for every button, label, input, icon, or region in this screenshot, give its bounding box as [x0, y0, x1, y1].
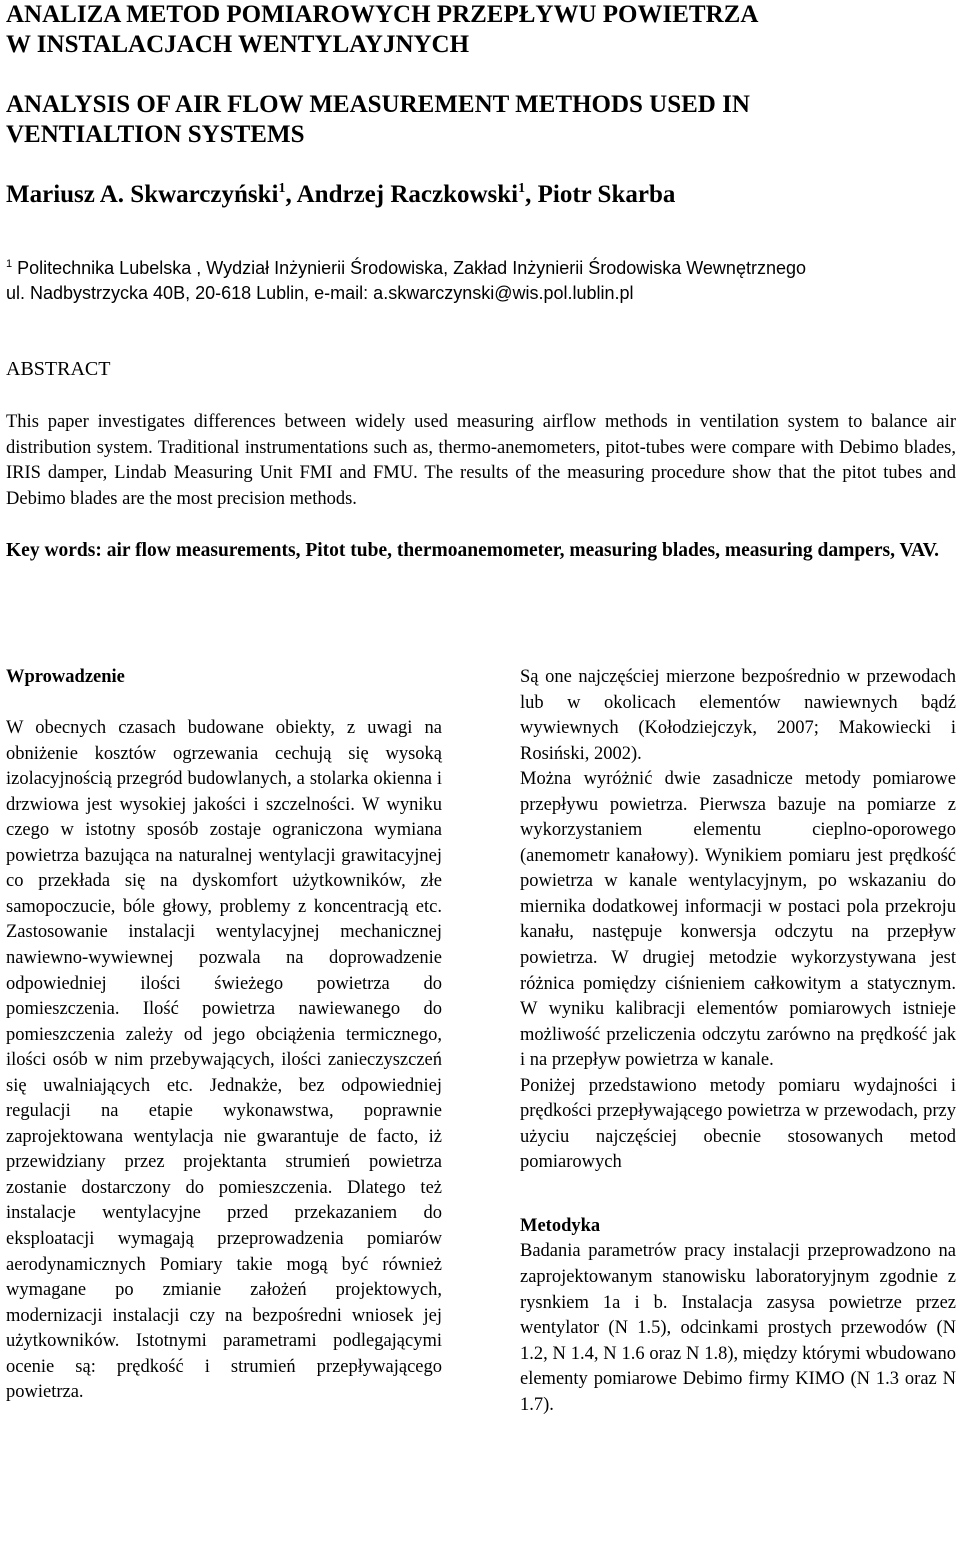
author-2: Andrzej Raczkowski — [296, 181, 519, 208]
author-2-affiliation-mark: 1 — [518, 181, 526, 196]
title-polish — [6, 0, 758, 60]
author-1-affiliation-mark: 1 — [278, 181, 286, 196]
methods-heading: Metodyka — [520, 1215, 601, 1236]
intro-heading: Wprowadzenie — [6, 667, 125, 687]
right-column — [520, 665, 956, 1418]
intro-continuation-paragraph-1: Są one najczęściej mierzone bezpośrednio w przewodach lub w okolicach elementów nawiewnych bądź wywiewnych (Kołodziejczyk, 2007; Makowiecki i Rosiński, 2002). — [520, 667, 956, 764]
intro-continuation-paragraph-3: Poniżej przedstawiono metody pomiaru wydajności i prędkości przepływającego powietrza w przewodach, przy użyciu najczęściej obecnie stosowanych metod pomiarowych — [520, 1075, 956, 1173]
abstract-heading: ABSTRACT — [6, 358, 111, 380]
left-column — [6, 665, 442, 1406]
affiliation — [6, 256, 956, 306]
affiliation-line-2: ul. Nadbystrzycka 40B, 20-618 Lublin, e-mail: a.skwarczynski@wis.pol.lublin.pl — [6, 283, 634, 303]
title-english-line-1: ANALYSIS OF AIR FLOW MEASUREMENT METHODS USED IN — [6, 91, 750, 118]
affiliation-line-1: Politechnika Lubelska , Wydział Inżynierii Środowiska, Zakład Inżynierii Środowiska Wewnętrznego — [12, 258, 806, 278]
methods-paragraph: Badania parametrów pracy instalacji przeprowadzono na zaprojektowanym stanowisku laboratoryjnym zgodnie z rysnkiem 1a i b. Instalacja zasysa powietrze przez wentylator (N 1.5), odcinkami prostych przewodów (N 1.2, N 1.4, N 1.6 oraz N 1.8), między którymi wbudowano elementy pomiarowe Debimo firmy KIMO (N 1.3 oraz N 1.7). — [520, 1241, 956, 1415]
keywords: Key words: air flow measurements, Pitot tube, thermoanemometer, measuring blades, measuring dampers, VAV. — [6, 540, 940, 561]
affiliation-mark: 1 — [6, 258, 13, 270]
title-english — [6, 90, 750, 150]
author-separator: , — [285, 181, 297, 208]
intro-continuation-paragraph-2: Można wyróżnić dwie zasadnicze metody pomiarowe przepływu powietrza. Pierwsza bazuje na pomiarze z wykorzystaniem elementu cieplno-oporowego (anemometr kanałowy). Wynikiem pomiaru jest prędkość powietrza w kanale wentylacyjnym, po wskazaniu do miernika dodatkowej informacji w postaci pola przekroju kanału, następuje konwersja odczytu na przepływ powietrza. W drugiej metodzie wykorzystywana jest różnica pomiędzy ciśnieniem całkowitym a statycznym. W wyniku kalibracji elementów pomiarowych istnieje możliwość przeliczenia odczytu zarówno na prędkość jak i na przepływ powietrza w kanale. — [520, 769, 956, 1071]
abstract-text: This paper investigates differences between widely used measuring airflow methods in ventilation system to balance air distribution system. Traditional instrumentations such as, thermo-anemometers, pitot-tubes were compare with Debimo blades, IRIS damper, Lindab Measuring Unit FMI and FMU. The results of the measuring procedure show that the pitot tubes and Debimo blades are the most precision methods. — [6, 412, 956, 509]
title-english-line-2: VENTIALTION SYSTEMS — [6, 121, 305, 148]
author-separator: , — [525, 181, 538, 208]
author-list — [6, 180, 675, 210]
intro-paragraph: W obecnych czasach budowane obiekty, z uwagi na obniżenie kosztów ogrzewania cechują się wysoką izolacyjnością przegród budowlanych, a stolarka okienna i drzwiowa jest wysokiej jakości i szczelności. W wyniku czego w istotny sposób zostaje ograniczona wymiana powietrza bazująca na naturalnej wentylacji grawitacyjnej co przekłada się na dyskomfort użytkowników, złe samopoczucie, bóle głowy, problemy z koncentracją etc. Zastosowanie instalacji wentylacyjnej mechanicznej nawiewno-wywiewnej pozwala na doprowadzenie odpowiedniej ilości świeżego powietrza do pomieszczenia. Ilość powietrza nawiewanego do pomieszczenia zależy od jego obciążenia termicznego, ilości osób w nim przebywających, ilości zanieczyszczeń się uwalniających etc. Jednakże, bez odpowiedniej regulacji na etapie wykonawstwa, poprawnie zaprojektowana wentylacja nie gwarantuje de facto, iż przewidziany przez projektanta strumień powietrza zostanie dostarczony do pomieszczenia. Dlatego też instalacje wentylacyjne przed przekazaniem do eksploatacji wymagają przeprowadzenia pomiarów aerodynamicznych Pomiary takie mogą być również wymagane po zmianie założeń projektowych, modernizacji instalacji czy na bezpośredni wniosek jej użytkowników. Istotnymi parametrami podlegającymi ocenie są: prędkość i strumień przepływającego powietrza. — [6, 718, 442, 1403]
author-3: Piotr Skarba — [537, 181, 676, 208]
author-1: Mariusz A. Skwarczyński — [6, 181, 279, 208]
title-polish-line-1: ANALIZA METOD POMIAROWYCH PRZEPŁYWU POWIETRZA — [6, 1, 759, 28]
title-polish-line-2: W INSTALACJACH WENTYLAYJNYCH — [6, 31, 470, 58]
